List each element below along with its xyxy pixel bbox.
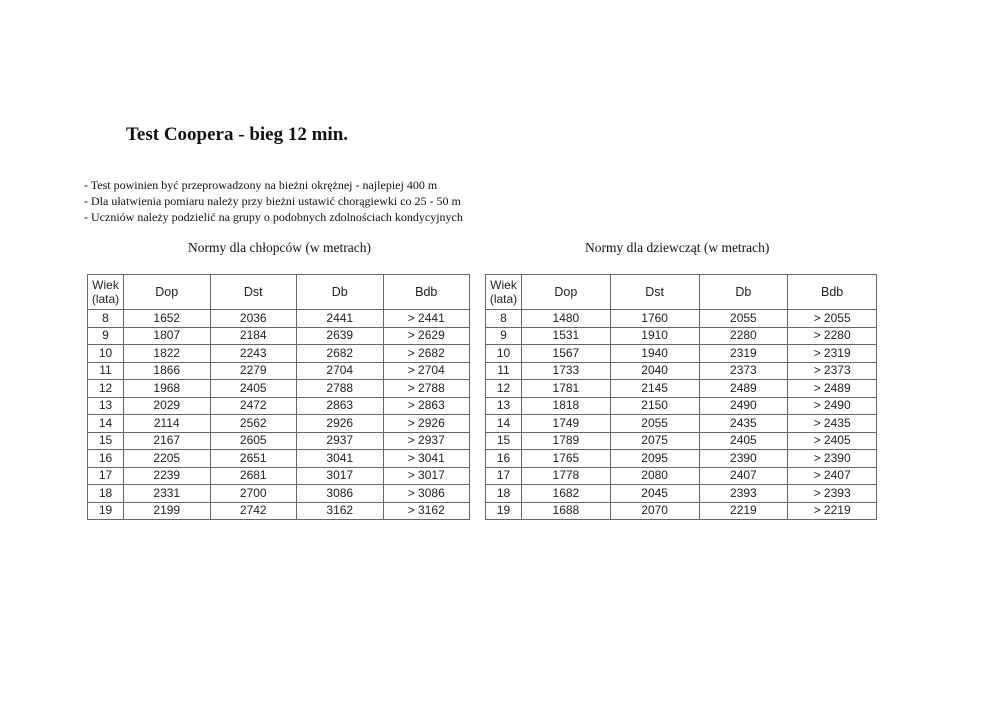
cell-dop: 1866 <box>124 362 211 380</box>
cell-wiek: 17 <box>88 467 124 485</box>
cell-dst: 2150 <box>610 397 699 415</box>
cell-db: 2788 <box>297 380 384 398</box>
table-row <box>486 467 877 485</box>
cell-dop: 1765 <box>522 450 611 468</box>
cell-db: 2319 <box>699 345 788 363</box>
cell-dst: 2080 <box>610 467 699 485</box>
cell-wiek: 12 <box>486 380 522 398</box>
cell-db: 3086 <box>297 485 384 503</box>
cell-bdb: > 2393 <box>788 485 877 503</box>
cell-dst: 2681 <box>210 467 297 485</box>
cell-bdb: > 3086 <box>383 485 470 503</box>
header-dop: Dop <box>124 275 211 310</box>
cell-dst: 2472 <box>210 397 297 415</box>
table-row <box>486 502 877 520</box>
cell-bdb: > 2441 <box>383 310 470 328</box>
table-row <box>486 380 877 398</box>
cell-db: 2280 <box>699 327 788 345</box>
table-row <box>88 345 470 363</box>
cell-bdb: > 2490 <box>788 397 877 415</box>
cell-bdb: > 2704 <box>383 362 470 380</box>
cell-bdb: > 3017 <box>383 467 470 485</box>
girls-table-caption: Normy dla dziewcząt (w metrach) <box>585 240 770 255</box>
cell-bdb: > 2319 <box>788 345 877 363</box>
table-row <box>486 327 877 345</box>
cell-bdb: > 3162 <box>383 502 470 520</box>
cell-dst: 2700 <box>210 485 297 503</box>
cell-wiek: 11 <box>486 362 522 380</box>
boys-norms-table <box>87 274 470 520</box>
cell-dop: 1807 <box>124 327 211 345</box>
header-bdb: Bdb <box>788 275 877 310</box>
header-wiek <box>486 275 522 310</box>
cell-dop: 1818 <box>522 397 611 415</box>
cell-wiek: 10 <box>486 345 522 363</box>
cell-wiek: 15 <box>486 432 522 450</box>
cell-dop: 1531 <box>522 327 611 345</box>
cell-dop: 2331 <box>124 485 211 503</box>
cell-bdb: > 2373 <box>788 362 877 380</box>
cell-db: 2490 <box>699 397 788 415</box>
cell-dop: 2167 <box>124 432 211 450</box>
cell-bdb: > 2489 <box>788 380 877 398</box>
table-row <box>88 485 470 503</box>
header-wiek-unit: (lata) <box>489 292 518 306</box>
instruction-item: - Dla ułatwienia pomiaru należy przy bieżni ustawić chorągiewki co 25 - 50 m <box>84 194 461 208</box>
table-row <box>486 415 877 433</box>
header-wiek-unit: (lata) <box>91 292 120 306</box>
table-row <box>88 380 470 398</box>
header-wiek-label: Wiek <box>92 278 119 292</box>
cell-dst: 2651 <box>210 450 297 468</box>
cell-dst: 2075 <box>610 432 699 450</box>
cell-dst: 2095 <box>610 450 699 468</box>
cell-bdb: > 2390 <box>788 450 877 468</box>
table-row <box>88 502 470 520</box>
cell-db: 3017 <box>297 467 384 485</box>
cell-wiek: 9 <box>486 327 522 345</box>
cell-dop: 1822 <box>124 345 211 363</box>
cell-dop: 1968 <box>124 380 211 398</box>
header-bdb: Bdb <box>383 275 470 310</box>
cell-db: 2435 <box>699 415 788 433</box>
table-row <box>486 450 877 468</box>
cell-wiek: 15 <box>88 432 124 450</box>
cell-bdb: > 2863 <box>383 397 470 415</box>
cell-bdb: > 2280 <box>788 327 877 345</box>
cell-db: 2926 <box>297 415 384 433</box>
table-row <box>486 362 877 380</box>
cell-db: 2390 <box>699 450 788 468</box>
cell-wiek: 19 <box>486 502 522 520</box>
cell-db: 2682 <box>297 345 384 363</box>
cell-dst: 2243 <box>210 345 297 363</box>
cell-dst: 2045 <box>610 485 699 503</box>
cell-bdb: > 2407 <box>788 467 877 485</box>
cell-bdb: > 2435 <box>788 415 877 433</box>
cell-wiek: 17 <box>486 467 522 485</box>
instruction-item: - Uczniów należy podzielić na grupy o podobnych zdolnościach kondycyjnych <box>84 210 463 224</box>
cell-dop: 1733 <box>522 362 611 380</box>
cell-dop: 1781 <box>522 380 611 398</box>
table-row <box>486 432 877 450</box>
cell-wiek: 18 <box>88 485 124 503</box>
cell-db: 2219 <box>699 502 788 520</box>
instruction-item: - Test powinien być przeprowadzony na bieżni okrężnej - najlepiej 400 m <box>84 178 438 192</box>
cell-bdb: > 2937 <box>383 432 470 450</box>
cell-dst: 2279 <box>210 362 297 380</box>
cell-dop: 2199 <box>124 502 211 520</box>
cell-wiek: 13 <box>486 397 522 415</box>
cell-bdb: > 2788 <box>383 380 470 398</box>
header-dop: Dop <box>522 275 611 310</box>
cell-dop: 2029 <box>124 397 211 415</box>
cell-dop: 1688 <box>522 502 611 520</box>
cell-dop: 1749 <box>522 415 611 433</box>
cell-bdb: > 2055 <box>788 310 877 328</box>
cell-dop: 1789 <box>522 432 611 450</box>
table-row <box>88 362 470 380</box>
cell-db: 2373 <box>699 362 788 380</box>
cell-dst: 2055 <box>610 415 699 433</box>
header-dst: Dst <box>210 275 297 310</box>
table-header-row <box>486 275 877 310</box>
table-row <box>88 467 470 485</box>
cell-dst: 2184 <box>210 327 297 345</box>
header-db: Db <box>699 275 788 310</box>
document-title: Test Coopera - bieg 12 min. <box>126 124 349 145</box>
cell-db: 2489 <box>699 380 788 398</box>
girls-norms-table <box>485 274 877 520</box>
cell-dst: 1760 <box>610 310 699 328</box>
cell-db: 3041 <box>297 450 384 468</box>
header-wiek <box>88 275 124 310</box>
cell-dop: 2239 <box>124 467 211 485</box>
cell-dst: 2040 <box>610 362 699 380</box>
cell-dst: 1910 <box>610 327 699 345</box>
cell-db: 3162 <box>297 502 384 520</box>
header-db: Db <box>297 275 384 310</box>
table-row <box>486 310 877 328</box>
cell-dop: 1778 <box>522 467 611 485</box>
cell-dst: 2562 <box>210 415 297 433</box>
table-row <box>88 415 470 433</box>
cell-bdb: > 2405 <box>788 432 877 450</box>
cell-dop: 2114 <box>124 415 211 433</box>
cell-bdb: > 2629 <box>383 327 470 345</box>
cell-dst: 2145 <box>610 380 699 398</box>
cell-wiek: 13 <box>88 397 124 415</box>
cell-dst: 2036 <box>210 310 297 328</box>
table-row <box>88 432 470 450</box>
table-row <box>486 485 877 503</box>
cell-bdb: > 2682 <box>383 345 470 363</box>
cell-dst: 1940 <box>610 345 699 363</box>
cell-dop: 2205 <box>124 450 211 468</box>
cell-db: 2407 <box>699 467 788 485</box>
cell-db: 2863 <box>297 397 384 415</box>
instructions-list <box>84 177 463 225</box>
cell-dop: 1682 <box>522 485 611 503</box>
cell-dop: 1567 <box>522 345 611 363</box>
cell-wiek: 16 <box>88 450 124 468</box>
boys-table-caption: Normy dla chłopców (w metrach) <box>188 240 371 255</box>
cell-db: 2055 <box>699 310 788 328</box>
cell-wiek: 12 <box>88 380 124 398</box>
cell-dop: 1652 <box>124 310 211 328</box>
table-row <box>88 327 470 345</box>
table-row <box>88 397 470 415</box>
cell-wiek: 19 <box>88 502 124 520</box>
cell-db: 2704 <box>297 362 384 380</box>
cell-db: 2441 <box>297 310 384 328</box>
table-header-row <box>88 275 470 310</box>
table-row <box>486 397 877 415</box>
cell-dst: 2405 <box>210 380 297 398</box>
cell-dst: 2605 <box>210 432 297 450</box>
table-row <box>88 450 470 468</box>
cell-wiek: 18 <box>486 485 522 503</box>
cell-wiek: 16 <box>486 450 522 468</box>
header-dst: Dst <box>610 275 699 310</box>
cell-bdb: > 2926 <box>383 415 470 433</box>
cell-bdb: > 3041 <box>383 450 470 468</box>
table-row <box>486 345 877 363</box>
cell-wiek: 8 <box>486 310 522 328</box>
cell-db: 2393 <box>699 485 788 503</box>
cell-wiek: 9 <box>88 327 124 345</box>
cell-db: 2639 <box>297 327 384 345</box>
cell-db: 2937 <box>297 432 384 450</box>
cell-wiek: 8 <box>88 310 124 328</box>
header-wiek-label: Wiek <box>490 278 517 292</box>
cell-wiek: 14 <box>88 415 124 433</box>
cell-dop: 1480 <box>522 310 611 328</box>
cell-wiek: 10 <box>88 345 124 363</box>
cell-wiek: 11 <box>88 362 124 380</box>
cell-dst: 2742 <box>210 502 297 520</box>
table-row <box>88 310 470 328</box>
cell-bdb: > 2219 <box>788 502 877 520</box>
cell-wiek: 14 <box>486 415 522 433</box>
cell-db: 2405 <box>699 432 788 450</box>
cell-dst: 2070 <box>610 502 699 520</box>
